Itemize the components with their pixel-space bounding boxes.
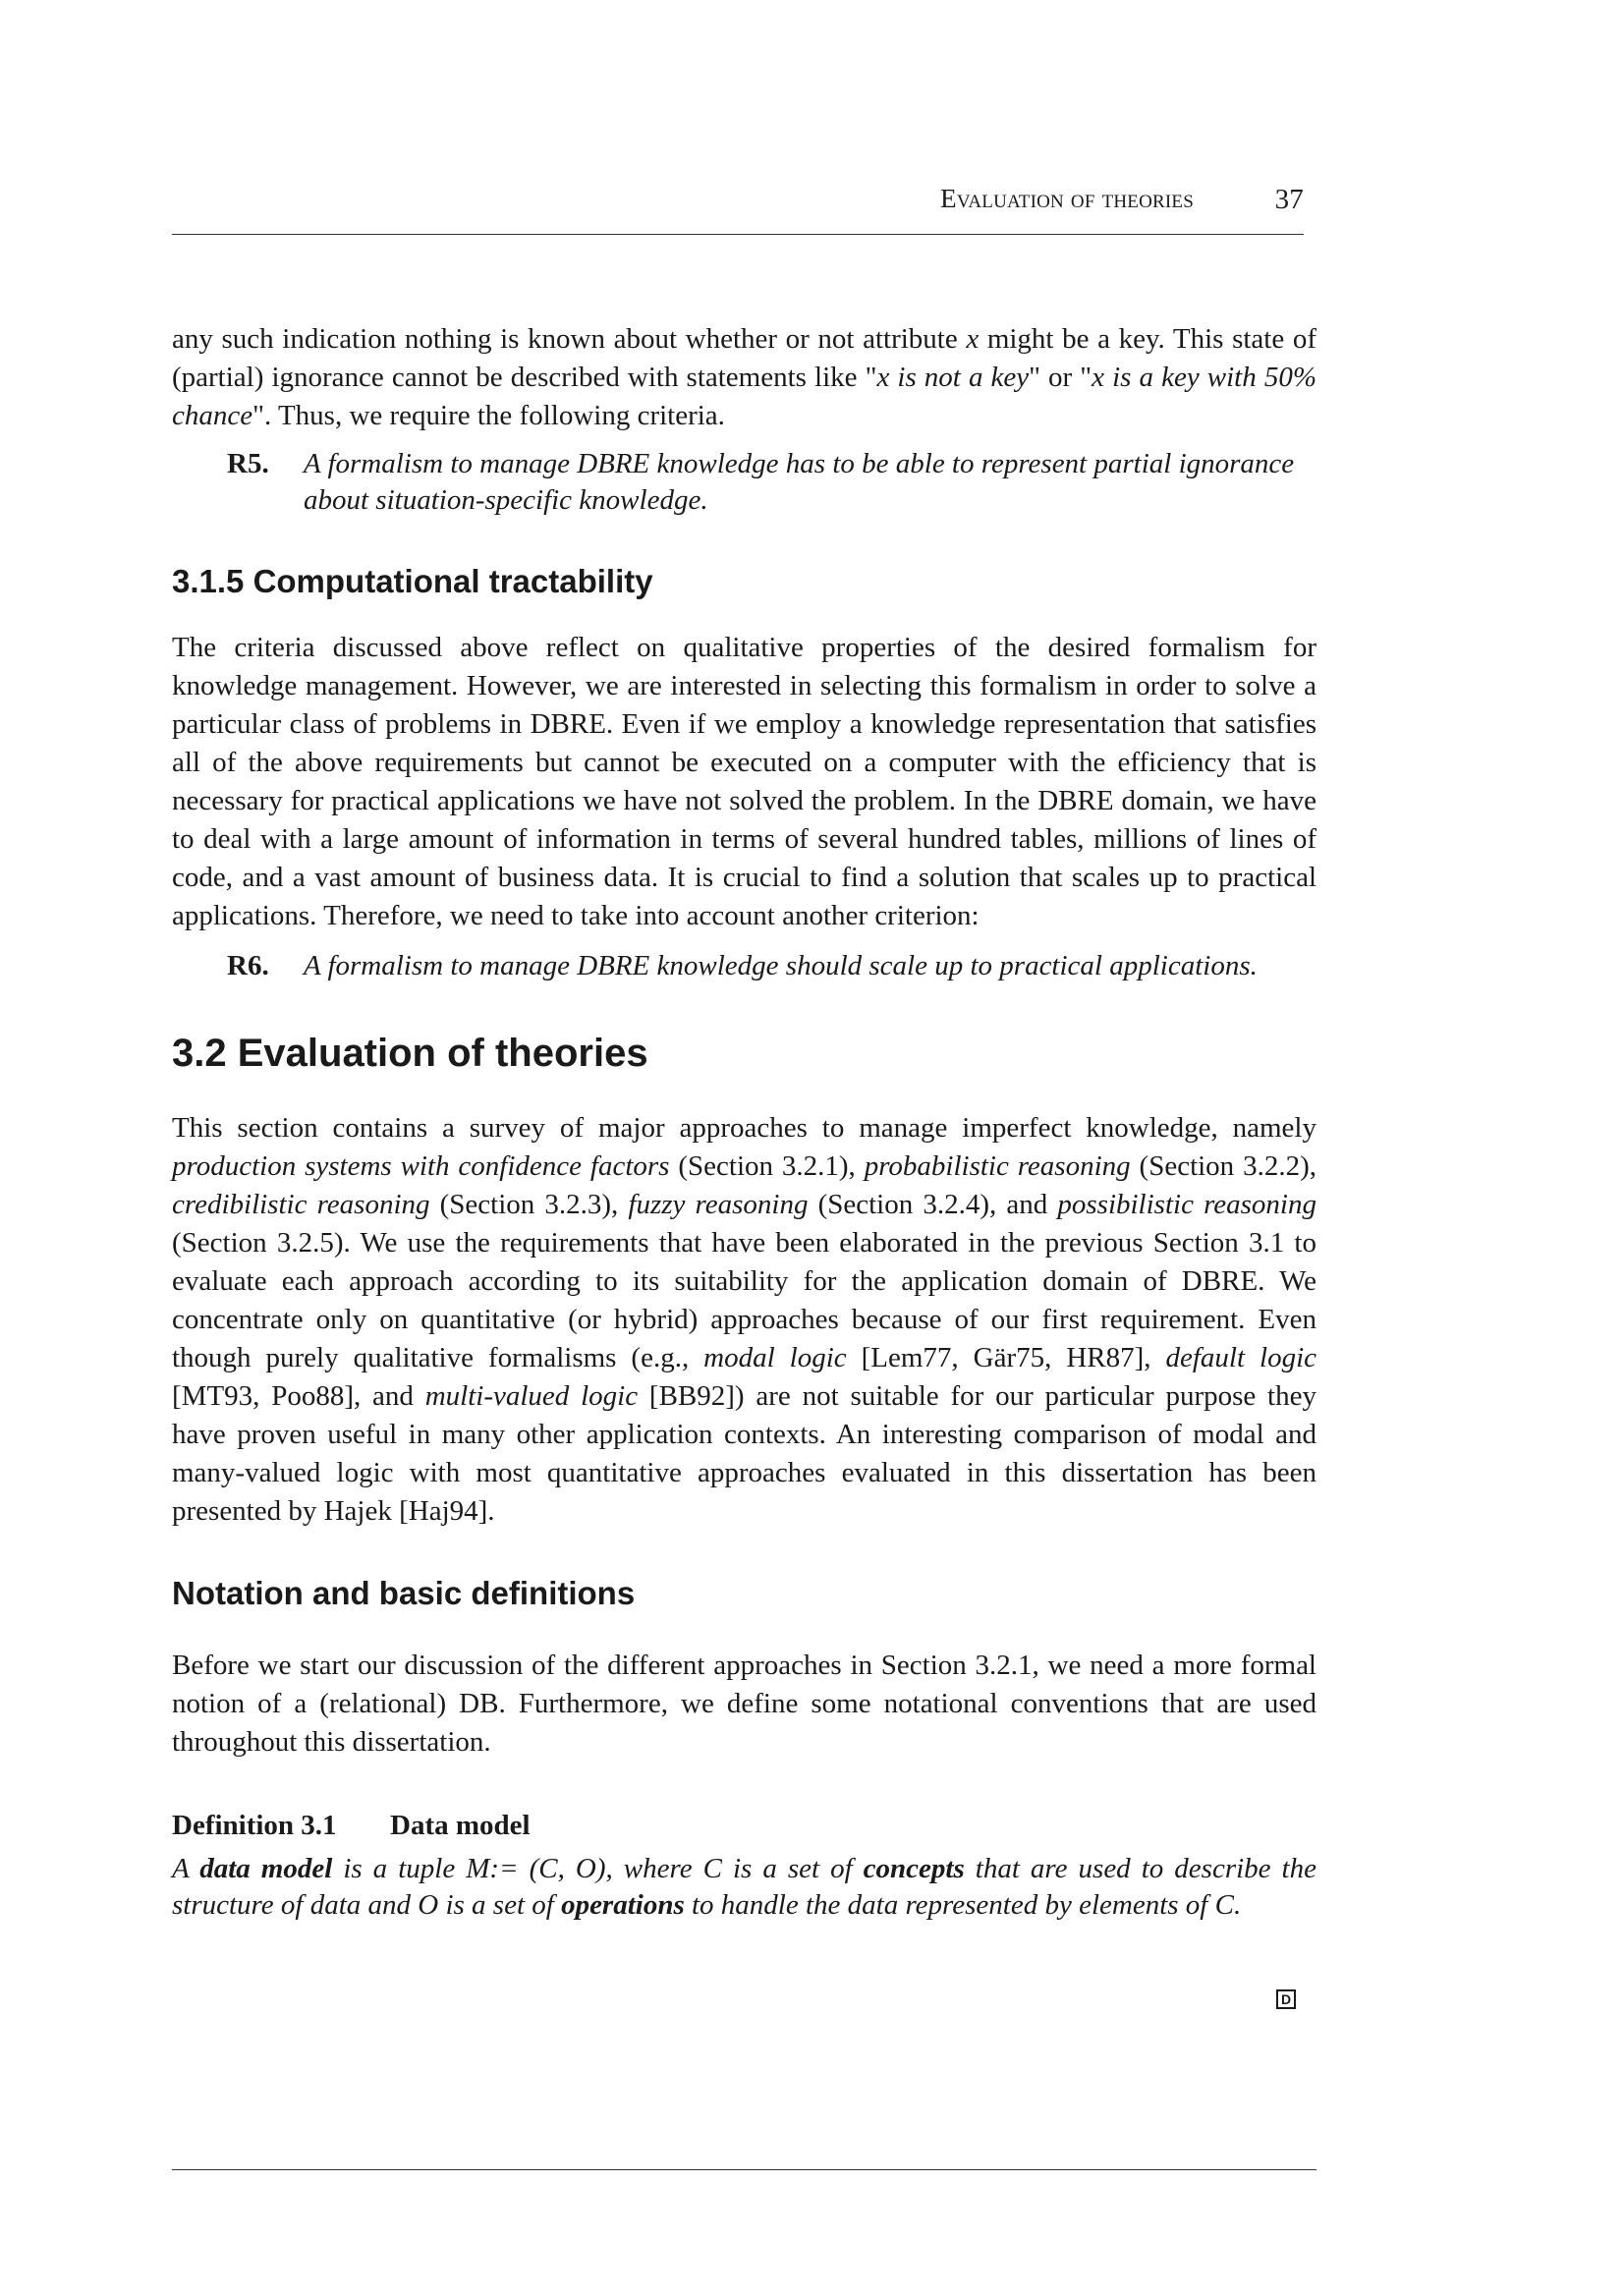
section-heading-evaluation-of-theories: 3.2 Evaluation of theories [172, 1032, 648, 1075]
footer-rule [172, 2169, 1316, 2170]
body-text [172, 320, 1316, 1924]
header-rule [172, 234, 1304, 235]
running-header-title: Evaluation of theories [940, 184, 1194, 213]
subsection-heading-computational-tractability: 3.1.5 Computational tractability [172, 563, 653, 599]
definition-heading [172, 1807, 1316, 1845]
subsection-heading-notation: Notation and basic definitions [172, 1575, 636, 1611]
requirement-label: R6. [227, 950, 269, 981]
paragraph-survey: This section contains a survey of major approaches to manage imperfect knowledge, namely production systems with confidence factors (Section 3.2.1), probabilistic reasoning (Section 3.2.2), credibilistic reasoning (Section 3.2.3), fuzzy reasoning (Section 3.2.4), and possibilistic reasoning (Section 3.2.5). We use the requirements that have been elaborated in the previous Section 3.1 to evaluate each approach according to its suitability for the application domain of DBRE. We concentrate only on quantitative (or hybrid) approaches because of our first requirement. Even though purely qualitative formalisms (e.g., modal logic [Lem77, Gär75, HR87], default logic [MT93, Poo88], and multi-valued logic [BB92]) are not suitable for our particular purpose they have proven useful in many other application contexts. An interesting comparison of modal and many-valued logic with most quantitative approaches evaluated in this dissertation has been presented by Hajek [Haj94]. [172, 1112, 1317, 1527]
definition-number: Definition 3.1 [172, 1810, 337, 1841]
paragraph-intro: any such indication nothing is known about whether or not attribute x might be a key. This state of (partial) ignorance cannot be described with statements like "x is not a key" or "x is a key with 50% chance". Thus, we require the following criteria. [172, 323, 1316, 431]
paragraph-notation: Before we start our discussion of the different approaches in Section 3.2.1, we need a more formal notion of a (relational) DB. Furthermore, we define some notational conventions that are used throughout this dissertation. [172, 1650, 1316, 1758]
requirement-text: A formalism to manage DBRE knowledge has to be able to represent partial ignorance about situation-specific knowledge. [304, 448, 1295, 516]
paragraph-tractability: The criteria discussed above reflect on qualitative properties of the desired formalism for knowledge management. However, we are interested in selecting this formalism in order to solve a particular class of problems in DBRE. Even if we employ a knowledge representation that satisfies all of the above requirements but cannot be executed on a computer with the efficiency that is necessary for practical applications we have not solved the problem. In the DBRE domain, we have to deal with a large amount of information in terms of several hundred tables, millions of lines of code, and a vast amount of business data. It is crucial to find a solution that scales up to practical applications. Therefore, we need to take into account another criterion: [172, 632, 1316, 931]
page-number: 37 [1274, 184, 1304, 215]
definition-body: A data model is a tuple M:= (C, O), where C is a set of concepts that are used to describe the structure of data and O is a set of operations to handle the data represented by elements of C. [172, 1853, 1316, 1921]
requirement-text: A formalism to manage DBRE knowledge should scale up to practical applications. [304, 950, 1258, 981]
svg-text:D: D [1280, 1991, 1292, 2007]
definition-end-icon [1276, 1989, 1296, 2009]
running-header [172, 184, 1304, 223]
requirement-label: R5. [227, 448, 269, 479]
requirement-r6 [172, 948, 1316, 984]
definition-title: Data model [390, 1810, 531, 1841]
requirement-r5 [172, 446, 1316, 519]
